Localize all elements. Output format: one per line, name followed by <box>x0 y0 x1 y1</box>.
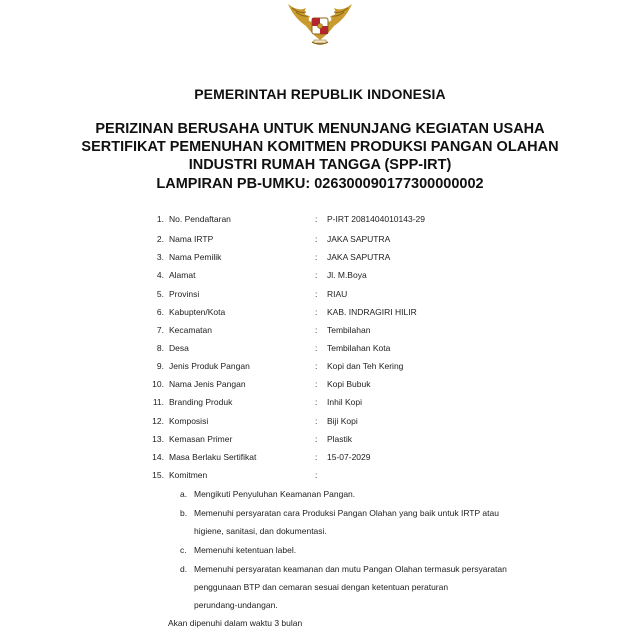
document-title-line3: INDUSTRI RUMAH TANGGA (SPP-IRT) <box>188 157 452 173</box>
field-separator: : <box>315 379 318 389</box>
field-label: Nama Jenis Pangan <box>169 379 246 389</box>
field-separator: : <box>315 416 318 426</box>
field-label: Masa Berlaku Sertifikat <box>169 452 257 462</box>
field-number: 13. <box>152 434 164 444</box>
field-label: Kabupten/Kota <box>169 307 226 317</box>
commitment-letter: d. <box>180 564 188 574</box>
field-value: Biji Kopi <box>327 416 358 426</box>
field-label: Alamat <box>169 270 196 280</box>
field-row <box>0 379 640 397</box>
field-value: Kopi Bubuk <box>327 379 371 389</box>
garuda-emblem-icon <box>284 0 356 48</box>
attachment-number: LAMPIRAN PB-UMKU: 026300090177300000002 <box>156 176 484 192</box>
field-label: Kemasan Primer <box>169 434 233 444</box>
field-value: KAB. INDRAGIRI HILIR <box>327 307 417 317</box>
field-number: 8. <box>156 343 164 353</box>
commitment-text: perundang-undangan. <box>194 600 278 610</box>
field-number: 12. <box>152 416 164 426</box>
field-number: 3. <box>156 252 164 262</box>
field-separator: : <box>315 343 318 353</box>
field-number: 11. <box>152 397 164 407</box>
field-number: 6. <box>156 307 164 317</box>
field-separator: : <box>315 361 318 371</box>
commitment-text: Memenuhi ketentuan label. <box>194 545 297 555</box>
field-value: JAKA SAPUTRA <box>327 234 391 244</box>
field-value: 15-07-2029 <box>327 452 371 462</box>
field-row <box>0 270 640 288</box>
field-label: Provinsi <box>169 289 200 299</box>
field-value: Kopi dan Teh Kering <box>327 361 404 371</box>
field-row <box>0 434 640 452</box>
commitment-letter: c. <box>180 545 187 555</box>
footer-note: Akan dipenuhi dalam waktu 3 bulan <box>168 618 303 628</box>
field-label: Komposisi <box>169 416 209 426</box>
field-value: Tembilahan Kota <box>327 343 391 353</box>
government-title: PEMERINTAH REPUBLIK INDONESIA <box>194 86 446 102</box>
field-separator: : <box>315 234 318 244</box>
field-separator: : <box>315 252 318 262</box>
field-separator: : <box>315 470 318 480</box>
field-label: No. Pendaftaran <box>169 214 231 224</box>
field-row <box>0 470 640 488</box>
field-number: 5. <box>156 289 164 299</box>
commitment-text: Memenuhi persyaratan keamanan dan mutu Pangan Olahan termasuk persyaratan <box>194 564 507 574</box>
field-separator: : <box>315 325 318 335</box>
field-separator: : <box>315 214 318 224</box>
field-row <box>0 289 640 307</box>
field-value: JAKA SAPUTRA <box>327 252 391 262</box>
field-label: Nama IRTP <box>169 234 214 244</box>
field-separator: : <box>315 289 318 299</box>
field-label: Kecamatan <box>169 325 212 335</box>
field-value: RIAU <box>327 289 348 299</box>
field-row <box>0 361 640 379</box>
field-value: P-IRT 2081404010143-29 <box>327 214 425 224</box>
field-label: Komitmen <box>169 470 208 480</box>
field-value: Tembilahan <box>327 325 371 335</box>
document-title-line2: SERTIFIKAT PEMENUHAN KOMITMEN PRODUKSI PANGAN OLAHAN <box>81 139 559 155</box>
field-separator: : <box>315 452 318 462</box>
commitment-text: penggunaan BTP dan cemaran sesuai dengan ketentuan peraturan <box>194 582 449 592</box>
commitment-text: higiene, sanitasi, dan dokumentasi. <box>194 526 327 536</box>
field-number: 1. <box>156 214 164 224</box>
commitment-text: Memenuhi persyaratan cara Produksi Pangan Olahan yang baik untuk IRTP atau <box>194 508 499 518</box>
field-label: Jenis Produk Pangan <box>169 361 250 371</box>
field-row <box>0 234 640 252</box>
field-separator: : <box>315 434 318 444</box>
field-separator: : <box>315 307 318 317</box>
field-row <box>0 307 640 325</box>
field-row <box>0 252 640 270</box>
field-label: Nama Pemilik <box>169 252 222 262</box>
commitment-letter: a. <box>180 489 188 499</box>
document-title-line1: PERIZINAN BERUSAHA UNTUK MENUNJANG KEGIATAN USAHA <box>95 121 545 137</box>
field-row <box>0 416 640 434</box>
field-row <box>0 452 640 470</box>
field-value: Plastik <box>327 434 353 444</box>
field-number: 4. <box>156 270 164 280</box>
field-value: Inhil Kopi <box>327 397 362 407</box>
field-row <box>0 214 640 232</box>
field-number: 14. <box>152 452 164 462</box>
field-label: Branding Produk <box>169 397 233 407</box>
field-row <box>0 325 640 343</box>
field-separator: : <box>315 397 318 407</box>
field-number: 9. <box>156 361 164 371</box>
field-number: 7. <box>156 325 164 335</box>
field-row <box>0 397 640 415</box>
field-number: 2. <box>156 234 164 244</box>
commitment-letter: b. <box>180 508 188 518</box>
field-separator: : <box>315 270 318 280</box>
field-row <box>0 343 640 361</box>
field-value: Jl. M.Boya <box>327 270 367 280</box>
field-label: Desa <box>169 343 189 353</box>
field-number: 10. <box>152 379 164 389</box>
commitment-text: Mengikuti Penyuluhan Keamanan Pangan. <box>194 489 356 499</box>
field-number: 15. <box>152 470 164 480</box>
